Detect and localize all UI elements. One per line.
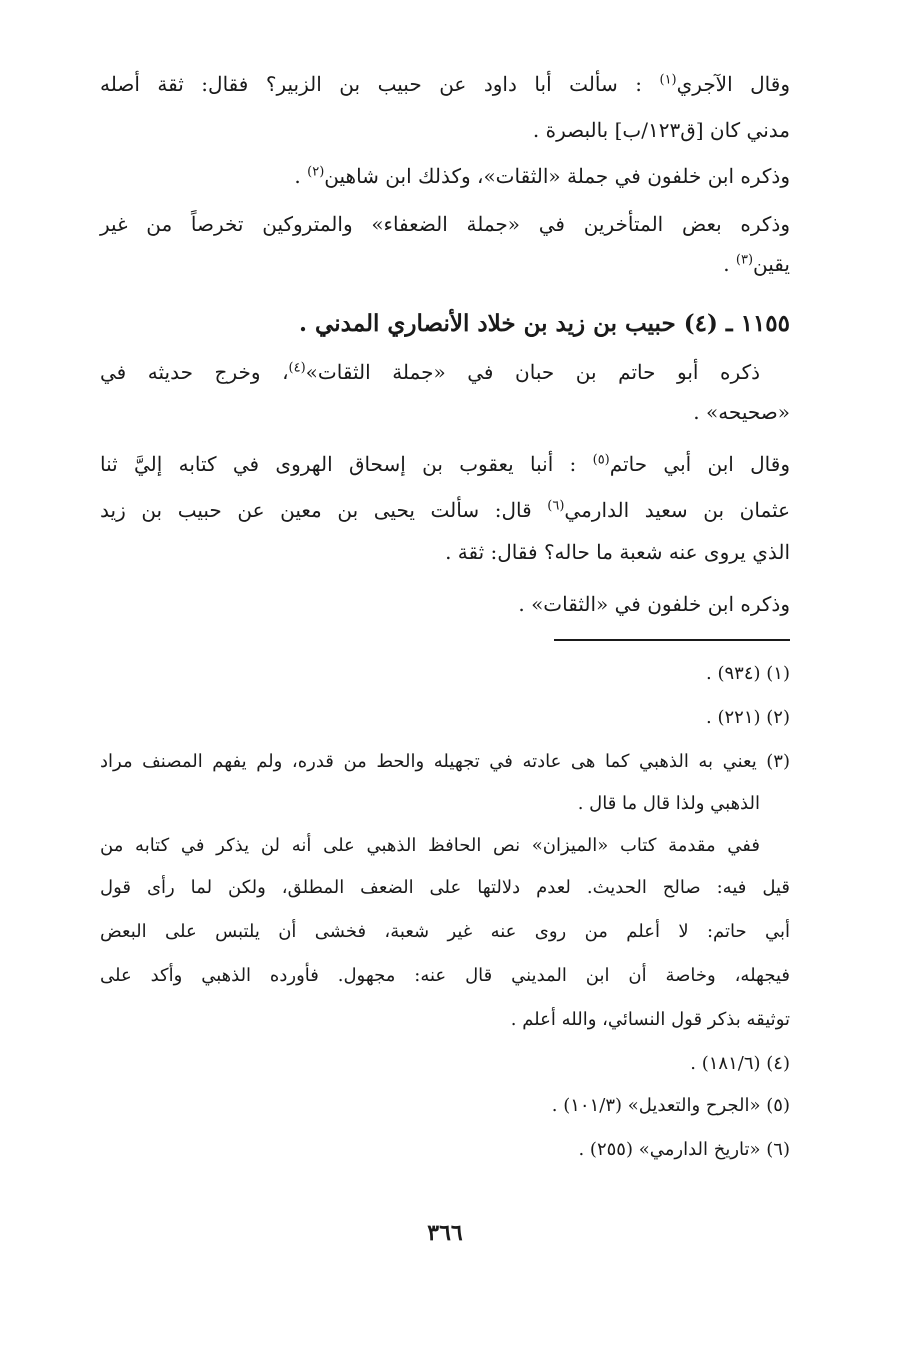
text-run: وقال الآجري: [676, 72, 790, 96]
text-line: [100, 358, 760, 386]
text-line: [100, 70, 790, 98]
footnote-line: ففي مقدمة كتاب «الميزان» نص الحافظ الذهبي على أنه لن يذكر في كتابه من: [100, 835, 760, 856]
footnote: (٦) «تاريخ الدارمي» (٢٥٥) .: [578, 1139, 790, 1160]
footnote-line: توثيقه بذكر قول النسائي، والله أعلم .: [510, 1009, 790, 1030]
text-run: : سألت أبا داود عن حبيب بن الزبير؟ فقال: ثقة أصله: [100, 72, 660, 96]
text-line: [100, 250, 790, 278]
page-number: ٣٦٦: [427, 1220, 463, 1246]
book-page: [100, 60, 790, 1360]
text-run: قال: سألت يحيى بن معين عن حبيب بن زيد: [100, 498, 548, 522]
text-line: [100, 450, 790, 478]
text-run: .: [294, 164, 308, 188]
footnote-ref[interactable]: (١): [659, 72, 677, 88]
text-run: يقين: [753, 252, 790, 276]
footnote-ref[interactable]: (٤): [288, 360, 306, 376]
footnote-line: أبي حاتم: لا أعلم من روى عنه غير شعبة، فخشى أن يلتبس على البعض: [100, 921, 790, 942]
footnote-ref[interactable]: (٦): [547, 498, 565, 514]
text-run: : أنبا يعقوب بن إسحاق الهروى في كتابه إليَّ ثنا: [100, 452, 593, 476]
text-line: وذكره ابن خلفون في «الثقات» .: [518, 592, 790, 616]
text-line: مدني كان [ق١٢٣/ب] بالبصرة .: [532, 118, 790, 142]
footnote: (٤) (١٨١/٦) .: [690, 1053, 790, 1074]
text-line: الذي يروى عنه شعبة ما حاله؟ فقال: ثقة .: [445, 540, 790, 564]
footnote-line: فيجهله، وخاصة أن ابن المديني قال عنه: مجهول. فأورده الذهبي وأكد على: [100, 965, 790, 986]
footnote: (٣) يعني به الذهبي كما هى عادته في تجهيله والحط من قدره، ولم يفهم المصنف مراد: [100, 751, 790, 772]
footnote-line: الذهبي ولذا قال ما قال .: [577, 793, 760, 814]
footnote-divider: [554, 639, 790, 641]
footnote-ref[interactable]: (٥): [592, 452, 610, 468]
text-line: [100, 162, 790, 190]
text-run: .: [723, 252, 736, 276]
footnote: (١) (٩٣٤) .: [706, 663, 790, 684]
text-run: عثمان بن سعيد الدارمي: [564, 498, 790, 522]
text-run: ، وخرج حديثه في: [100, 360, 289, 384]
text-line: [100, 496, 790, 524]
footnote-ref[interactable]: (٢): [307, 164, 325, 180]
footnote-ref[interactable]: (٣): [735, 252, 754, 268]
footnote: (٢) (٢٢١) .: [706, 707, 790, 728]
text-line: «صحيحه» .: [693, 400, 790, 424]
entry-heading: ١١٥٥ ـ (٤) حبيب بن زيد بن خلاد الأنصاري المدني .: [299, 310, 790, 337]
footnote: (٥) «الجرح والتعديل» (١٠١/٣) .: [551, 1095, 790, 1116]
text-run: وذكره ابن خلفون في جملة «الثقات»، وكذلك ابن شاهين: [324, 164, 790, 188]
text-line: وذكره بعض المتأخرين في «جملة الضعفاء» والمتروكين تخرصاً من غير: [100, 212, 790, 236]
footnote-line: قيل فيه: صالح الحديث. لعدم دلالتها على الضعف المطلق، ولكن لما رأى قول: [100, 877, 790, 898]
text-run: ذكره أبو حاتم بن حبان في «جملة الثقات»: [305, 360, 760, 384]
text-run: وقال ابن أبي حاتم: [609, 452, 790, 476]
